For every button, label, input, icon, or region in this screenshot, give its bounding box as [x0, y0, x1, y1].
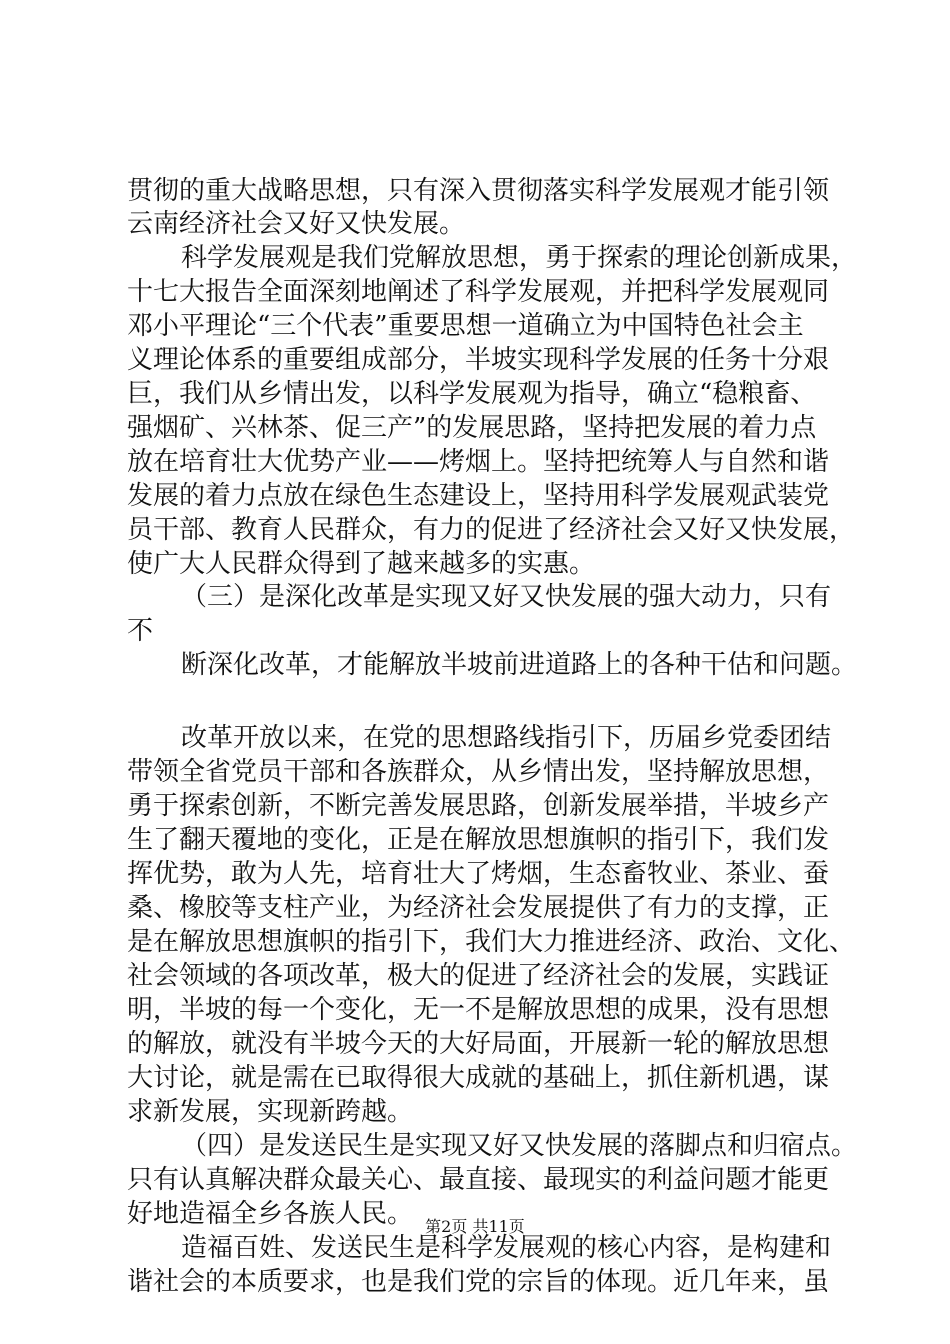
text-line: 强烟矿、兴林茶、促三产”的发展思路，坚持把发展的着力点	[127, 413, 817, 443]
text-line: 贯彻的重大战略思想，只有深入贯彻落实科学发展观才能引领	[127, 176, 830, 206]
text-line: （四）是发送民生是实现又好又快发展的落脚点和归宿点。	[181, 1131, 858, 1161]
text-line: 不	[127, 616, 154, 646]
text-line: 带领全省党员干部和各族群众，从乡情出发，坚持解放思想，	[127, 757, 830, 787]
text-line: 生了翻天覆地的变化，正是在解放思想旗帜的指引下，我们发	[127, 825, 830, 855]
text-line: 挥优势，敢为人先，培育壮大了烤烟，生态畜牧业、茶业、蚕	[127, 859, 830, 889]
text-line: 求新发展，实现新跨越。	[127, 1097, 414, 1127]
text-line: 放在培育壮大优势产业——烤烟上。坚持把统筹人与自然和谐	[127, 447, 830, 477]
text-line: 云南经济社会又好又快发展。	[127, 209, 466, 239]
text-line: 巨，我们从乡情出发，以科学发展观为指导，确立“稳粮畜、	[127, 379, 817, 409]
text-line: 十七大报告全面深刻地阐述了科学发展观，并把科学发展观同	[127, 277, 830, 307]
text-line: （三）是深化改革是实现又好又快发展的强大动力，只有	[181, 582, 832, 612]
text-line: 谐社会的本质要求，也是我们党的宗旨的体现。近几年来，虽	[127, 1267, 830, 1297]
text-line: 是在解放思想旗帜的指引下，我们大力推进经济、政治、文化、	[127, 927, 856, 957]
text-line: 义理论体系的重要组成部分，半坡实现科学发展的任务十分艰	[127, 345, 830, 375]
text-line: 断深化改革，才能解放半坡前进道路上的各种干估和问题。	[181, 650, 858, 680]
text-line: 的解放，就没有半坡今天的大好局面，开展新一轮的解放思想	[127, 1029, 830, 1059]
text-line: 只有认真解决群众最关心、最直接、最现实的利益问题才能更	[127, 1165, 830, 1195]
text-line: 好地造福全乡各族人民。	[127, 1199, 414, 1229]
text-line: 邓小平理论“三个代表”重要思想一道确立为中国特色社会主	[127, 311, 804, 341]
text-line: 勇于探索创新，不断完善发展思路，创新发展举措，半坡乡产	[127, 791, 830, 821]
text-line: 明，半坡的每一个变化，无一不是解放思想的成果，没有思想	[127, 995, 830, 1025]
text-line: 发展的着力点放在绿色生态建设上，坚持用科学发展观武装党	[127, 481, 830, 511]
text-line: 改革开放以来，在党的思想路线指引下，历届乡党委团结	[181, 723, 832, 753]
text-line: 科学发展观是我们党解放思想，勇于探索的理论创新成果，	[181, 243, 858, 273]
text-line: 使广大人民群众得到了越来越多的实惠。	[127, 549, 596, 579]
text-line: 桑、橡胶等支柱产业，为经济社会发展提供了有力的支撑，正	[127, 893, 830, 923]
text-line: 大讨论，就是需在已取得很大成就的基础上，抓住新机遇，谋	[127, 1063, 830, 1093]
page-number-footer: 第2页 共11页	[425, 1217, 525, 1236]
text-line: 社会领域的各项改革，极大的促进了经济社会的发展，实践证	[127, 961, 830, 991]
text-line: 员干部、教育人民群众，有力的促进了经济社会又好又快发展，	[127, 515, 856, 545]
text-line: 造福百姓、发送民生是科学发展观的核心内容，是构建和	[181, 1233, 832, 1263]
